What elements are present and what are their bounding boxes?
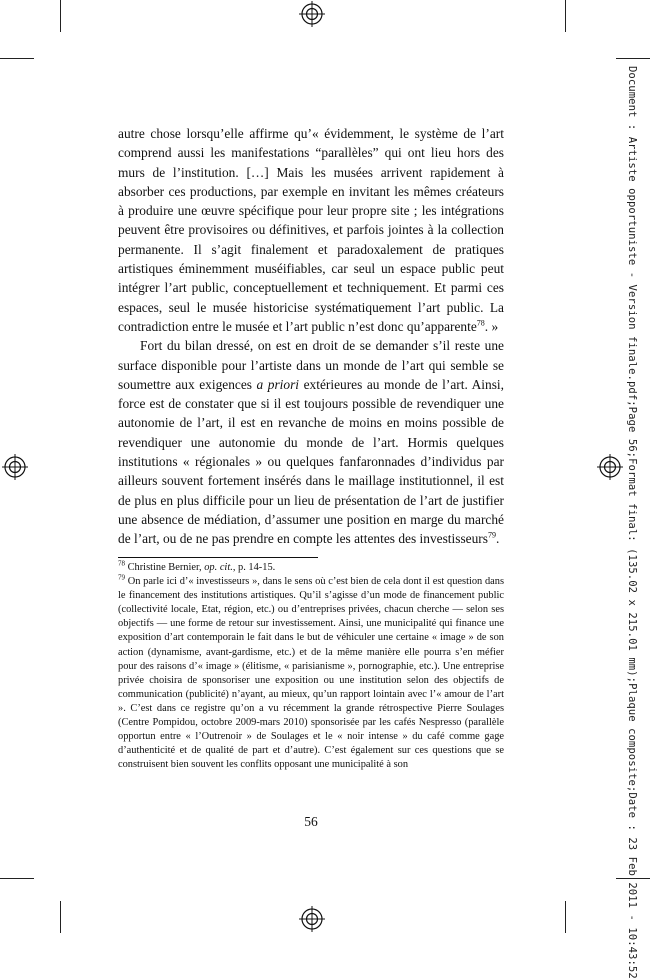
- footnote-78: [118, 561, 504, 575]
- footnote-separator: [118, 557, 318, 558]
- footnotes: [118, 561, 504, 772]
- footnote-78-emphasis: op. cit.: [204, 562, 233, 573]
- crop-mark-left-bottom: [0, 878, 34, 879]
- paragraph-bilan: [118, 336, 504, 548]
- paragraph-bilan-end: .: [495, 531, 500, 547]
- footnote-79-text: On parle ici d’« investisseurs », dans le sens où c’est bien de cela dont il est question dans le financement des institutions artistiques. Qu’il s’agisse d’un mode de financement public (collectivité locale, Etat, région, etc.) ou d’entreprises privées, chacun cherche — selon ses objectifs — une forme de retour sur investissement. Ainsi, une municipalité qui finance une exposition d’art contemporain le fait dans le but de véhiculer une certaine « image » de son action (dynamisme, avant-gardisme, etc.) et de la même manière elle pourra s’en méfier pour des raisons d’« image » (élitisme, « parisianisme », pornographie, etc.). Une entreprise privée choisira de sponsoriser une exposition ou une institution selon des objectifs de communication (publicité) n’ayant, au mieux, qu’un rapport lointain avec l’« amour de l’art ». C’est dans ce registre qu’on a vu récemment la grande rétrospective Pierre Soulages (Centre Pompidou, octobre 2009-mars 2010) sponsorisée par les cafés Nespresso (parallèle opportun entre « l’Outrenoir » de Soulages et le « noir intense » du café comme gage d’authenticité et de qualité de part et d’autre). C’est également sur ces questions que se construisent bien souvent les conflits opposant une municipalité à son: [118, 576, 504, 771]
- footnote-79: [118, 575, 504, 772]
- footnote-79-number: 79: [118, 573, 125, 582]
- registration-mark-top: [299, 1, 325, 27]
- footnote-78-text-a: Christine Bernier,: [125, 562, 205, 573]
- footnote-78-text-b: , p. 14-15.: [232, 562, 276, 573]
- footnote-78-number: 78: [118, 559, 125, 568]
- document-info-label: Document : Artiste opportuniste - Version finale.pdf;Page 56;Format final: (135.02 x 215.01 mm);Plaque composite;Date : 23 Feb 2011 - 10:43:52: [626, 66, 638, 979]
- footnote-ref-78[interactable]: 78: [476, 318, 485, 328]
- paragraph-quote-text: autre chose lorsqu’elle affirme qu’« évidemment, le système de l’art comprend aussi les manifestations “parallèles” qui ont lieu hors des murs de l’institution. […] Mais les musées arrivent rapidement à absorber ces productions, par exemple en invitant les mêmes créateurs à produire une œuvre spécifique pour leur propre site ; les intégrations peuvent être provisoires ou définitives, et parfois jointes à la collection permanente. Il s’agit finalement et paradoxalement de pratiques artistiques éminemment muséifiables, car seul un espace public peut intégrer l’art public, conceptuellement et techniquement. Et parmi ces espaces, seul le musée historicise systématiquement l’art public. La contradiction entre le musée et l’art public n’est donc qu’apparente: [118, 126, 504, 334]
- crop-mark-bottom-left: [60, 901, 61, 933]
- paragraph-quote-end: . »: [484, 318, 499, 334]
- crop-mark-top-right: [565, 0, 566, 32]
- footnote-ref-79[interactable]: 79: [487, 530, 496, 540]
- paragraph-bilan-text-b: extérieures au monde de l’art. Ainsi, force est de constater que si il est toujours possible de revendiquer une autonomie de l’art, il est en revanche de moins en moins possible de revendiquer une autonomie du monde de l’art. Hormis quelques institutions « régionales » ou quelques fanfaronnades d’individus par ailleurs souvent fortement insérés dans le maillage institutionnel, il est de plus en plus difficile pour un lieu de présentation de l’art de justifier une absence de médiation, d’assumer une position en marge du marché de l’art, ou de ne pas prendre en compte les attentes des investisseurs: [118, 376, 504, 547]
- crop-mark-top-left: [60, 0, 61, 32]
- paragraph-bilan-emphasis: a priori: [256, 376, 300, 392]
- paragraph-bilan-text-a: Fort du bilan dressé, on est en droit de se demander s’il reste une surface disponible pour l’artiste dans un monde de l’art qui semble se soumettre aux exigences: [118, 338, 504, 392]
- registration-mark-left: [2, 454, 28, 480]
- crop-mark-right-top: [616, 58, 650, 59]
- page-number: 56: [304, 814, 318, 829]
- paragraph-quote: [118, 124, 504, 336]
- registration-mark-bottom: [299, 906, 325, 932]
- body-text: [118, 124, 504, 549]
- crop-mark-left-top: [0, 58, 34, 59]
- crop-mark-bottom-right: [565, 901, 566, 933]
